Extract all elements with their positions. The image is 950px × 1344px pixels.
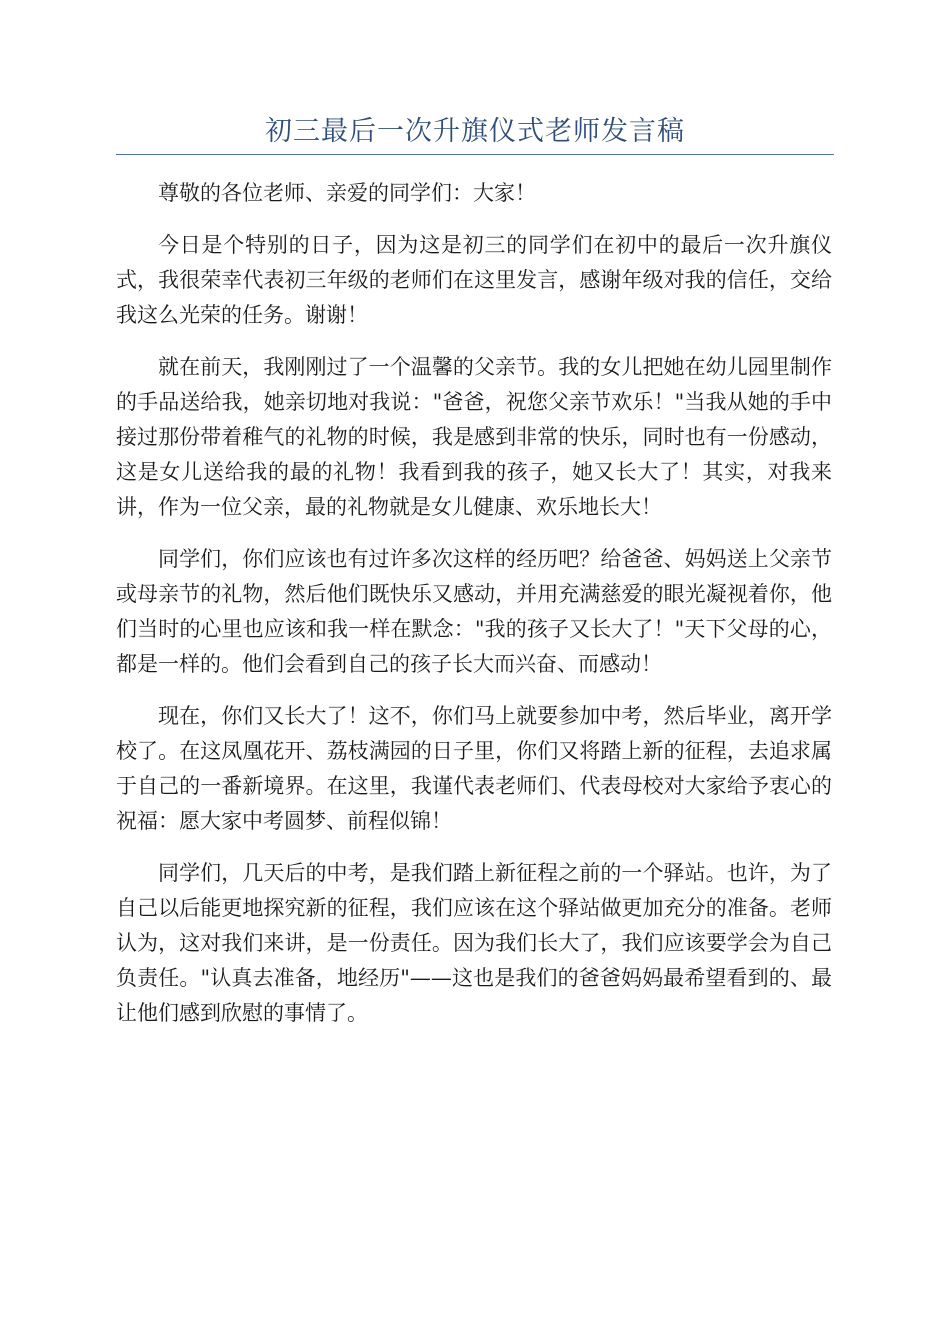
paragraph-3: 同学们，你们应该也有过许多次这样的经历吧？给爸爸、妈妈送上父亲节或母亲节的礼物，然后他们既快乐又感动，并用充满慈爱的眼光凝视着你，他们当时的心里也应该和我一样在默念："我的孩子又长大了！"天下父母的心，都是一样的。他们会看到自己的孩子长大而兴奋、而感动！	[116, 547, 832, 676]
paragraph-2: 就在前天，我刚刚过了一个温馨的父亲节。我的女儿把她在幼儿园里制作的手品送给我，她亲切地对我说："爸爸，祝您父亲节欢乐！"当我从她的手中接过那份带着稚气的礼物的时候，我是感到非常的快乐，同时也有一份感动，这是女儿送给我的最的礼物！我看到我的孩子，她又长大了！其实，对我来讲，作为一位父亲，最的礼物就是女儿健康、欢乐地长大！	[116, 355, 832, 519]
paragraph-5: 同学们，几天后的中考，是我们踏上新征程之前的一个驿站。也许，为了自己以后能更地探究新的征程，我们应该在这个驿站做更加充分的准备。老师认为，这对我们来讲，是一份责任。因为我们长大了，我们应该要学会为自己负责任。"认真去准备，地经历"——这也是我们的爸爸妈妈最希望看到的、最让他们感到欣慰的事情了。	[116, 861, 832, 1025]
title-underline	[116, 154, 834, 155]
paragraph-1: 今日是个特别的日子，因为这是初三的同学们在初中的最后一次升旗仪式，我很荣幸代表初三年级的老师们在这里发言，感谢年级对我的信任，交给我这么光荣的任务。谢谢！	[116, 233, 832, 327]
document-title: 初三最后一次升旗仪式老师发言稿	[265, 116, 685, 147]
document-body	[116, 176, 832, 1048]
paragraph-4: 现在，你们又长大了！这不，你们马上就要参加中考，然后毕业，离开学校了。在这凤凰花开、荔枝满园的日子里，你们又将踏上新的征程，去追求属于自己的一番新境界。在这里，我谨代表老师们、代表母校对大家给予衷心的祝福：愿大家中考圆梦、前程似锦！	[116, 704, 832, 833]
paragraph-greeting: 尊敬的各位老师、亲爱的同学们：大家！	[158, 181, 536, 205]
